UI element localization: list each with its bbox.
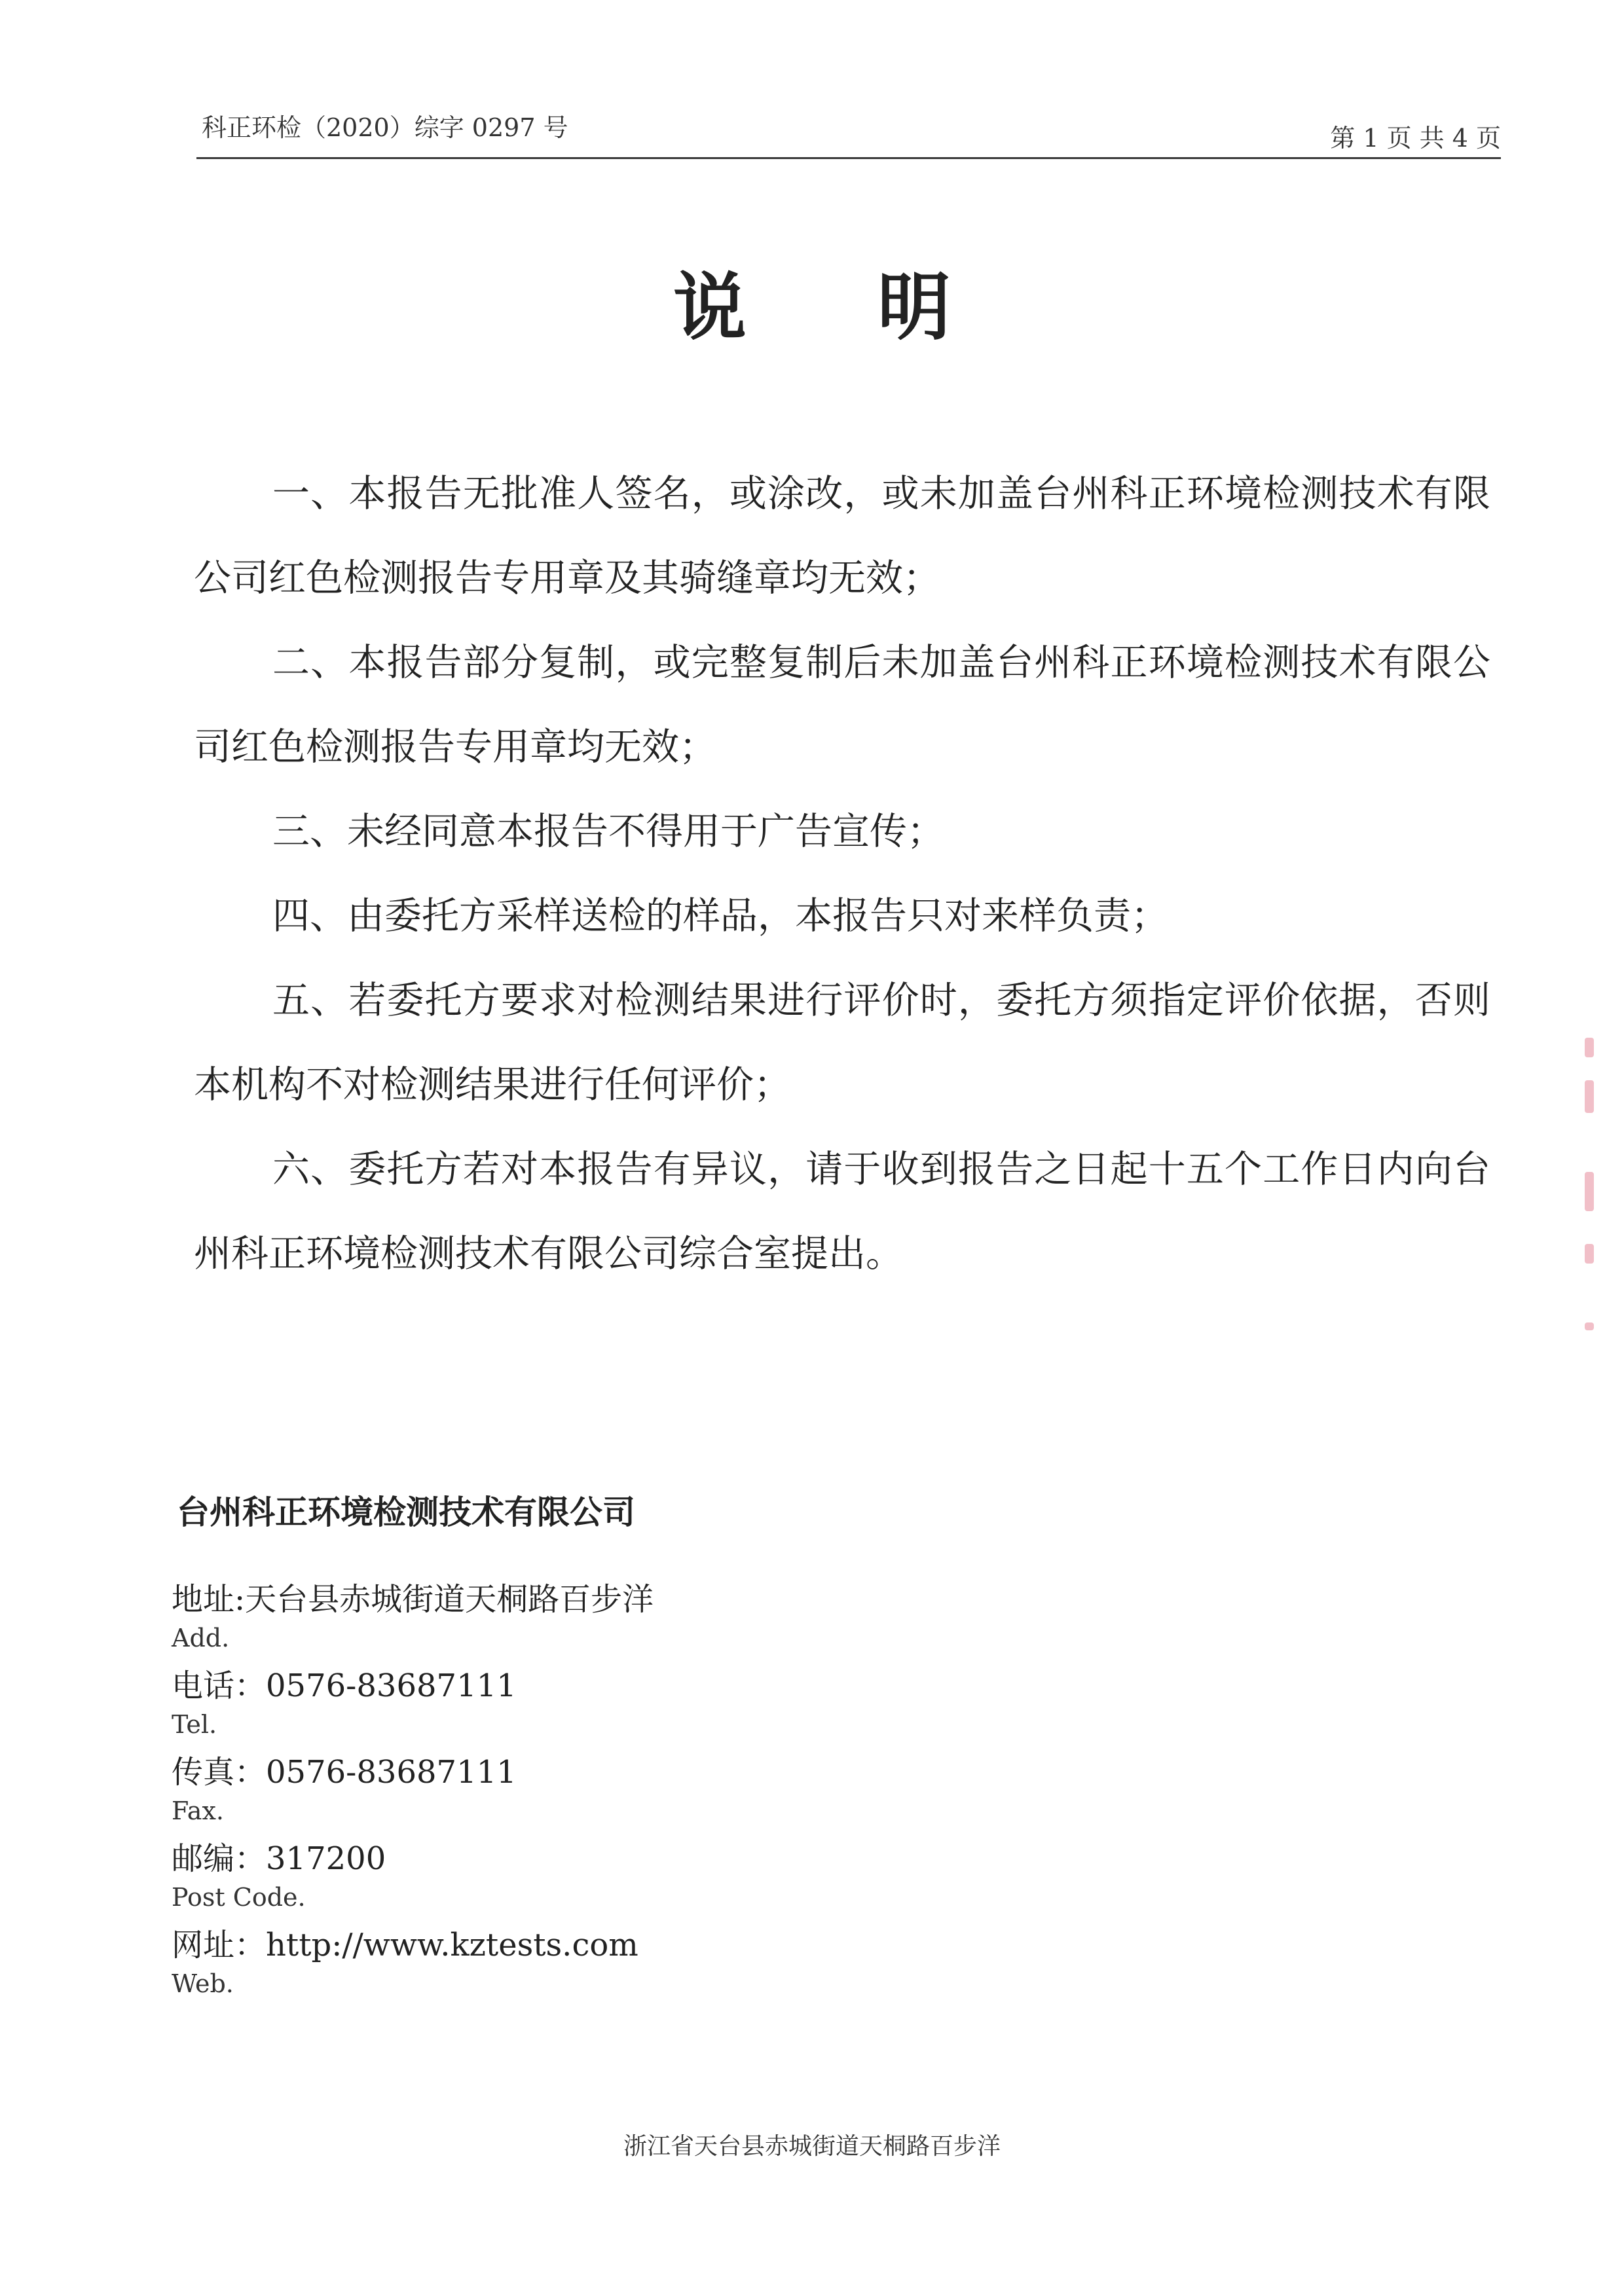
website-row [172, 1925, 638, 2002]
address-row [172, 1579, 654, 1656]
seal-mark [1585, 1172, 1594, 1211]
clause-2: 二、本报告部分复制，或完整复制后未加盖台州科正环境检测技术有限公司红色检测报告专用章均无效； [194, 641, 1490, 769]
clause-5: 五、若委托方要求对检测结果进行评价时，委托方须指定评价依据，否则本机构不对检测结果进行任何评价； [194, 979, 1490, 1106]
seal-mark [1585, 1322, 1594, 1330]
clause-3: 三、未经同意本报告不得用于广告宣传； [272, 810, 944, 853]
clause-4: 四、由委托方采样送检的样品，本报告只对来样负责； [272, 894, 1168, 938]
postcode-row [172, 1838, 386, 1916]
fax-row [172, 1752, 517, 1829]
address-label-en: Add. [172, 1624, 230, 1652]
notice-clauses [194, 452, 1490, 1296]
postcode-label-en: Post Code. [172, 1883, 306, 1912]
phone-label: 电话：0576-83687111 [172, 1667, 517, 1704]
clause-6: 六、委托方若对本报告有异议，请于收到报告之日起十五个工作日内向台州科正环境检测技术有限公司综合室提出。 [194, 1148, 1490, 1275]
seal-mark [1585, 1080, 1594, 1113]
page-header [196, 98, 1501, 159]
report-number: 科正环检（2020）综字 0297 号 [202, 113, 568, 142]
address-label: 地址:天台县赤城街道天桐路百步洋 [172, 1581, 654, 1618]
website-label: 网址：http://www.kztests.com [172, 1927, 638, 1963]
page-title: 说明 [673, 264, 1082, 350]
page-number: 第 1 页 共 4 页 [1330, 124, 1501, 153]
website-label-en: Web. [172, 1969, 234, 1998]
company-name: 台州科正环境检测技术有限公司 [177, 1493, 635, 1531]
fax-label: 传真：0576-83687111 [172, 1754, 517, 1791]
footer-address: 浙江省天台县赤城街道天桐路百步洋 [623, 2133, 1001, 2160]
seal-mark [1585, 1244, 1594, 1264]
phone-row [172, 1666, 517, 1743]
postcode-label: 邮编：317200 [172, 1840, 386, 1877]
clause-1: 一、本报告无批准人签名，或涂改，或未加盖台州科正环境检测技术有限公司红色检测报告专用章及其骑缝章均无效； [194, 472, 1490, 600]
seal-mark [1585, 1038, 1594, 1057]
fax-label-en: Fax. [172, 1796, 224, 1825]
phone-label-en: Tel. [172, 1710, 217, 1739]
